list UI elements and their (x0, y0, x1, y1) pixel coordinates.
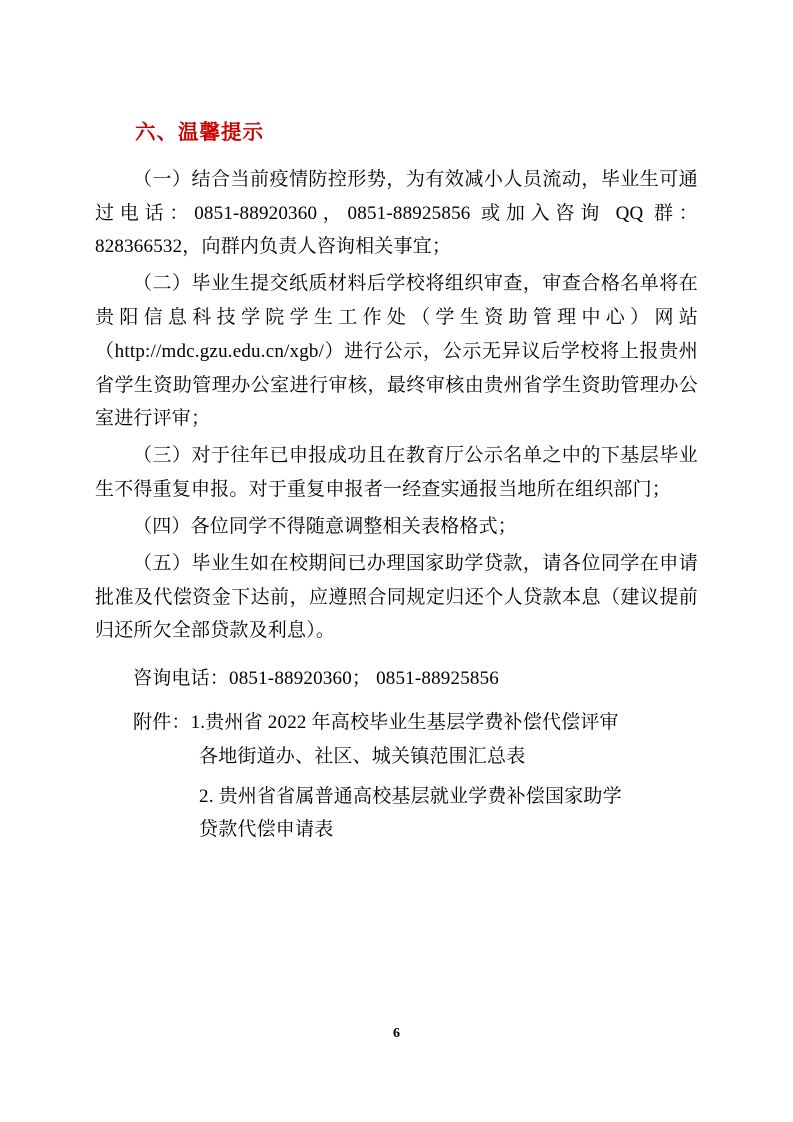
paragraph-4: （四）各位同学不得随意调整相关表格格式； (133, 515, 518, 537)
section-title: 六、温馨提示 (135, 122, 264, 144)
paragraph-2: （二）毕业生提交纸质材料后学校将组织审查，审查合格名单将在贵阳信息科技学院学生工作处（学生资助管理中心）网站（http://mdc.gzu.edu.cn/xgb/）进行公示，公示无异议后学校将上报贵州省学生资助管理办公室进行审核，最终审核由贵州省学生资助管理办公室进行评审； (95, 273, 698, 430)
paragraph-5: （五）毕业生如在校期间已办理国家助学贷款，请各位同学在申请批准及代偿资金下达前，应遵照合同规定归还个人贷款本息（建议提前归还所欠全部贷款及利息）。 (95, 552, 698, 642)
attachment-item-1-line-1 (95, 706, 698, 740)
attachment-item-1-text: 1.贵州省 2022 年高校毕业生基层学费补偿代偿评审 (190, 711, 619, 733)
document-body (95, 118, 698, 847)
contact-phone-line: 咨询电话：0851-88920360； 0851-88925856 (133, 668, 500, 690)
paragraph-3: （三）对于往年已申报成功且在教育厅公示名单之中的下基层毕业生不得重复申报。对于重复申报者一经查实通报当地所在组织部门； (95, 445, 698, 501)
attachment-item-1-line-2: 各地街道办、社区、城关镇范围汇总表 (199, 745, 526, 767)
page-number: 6 (393, 1026, 400, 1041)
attachment-item-2-line-2: 贷款代偿申请表 (199, 819, 334, 841)
attachment-label: 附件： (133, 711, 191, 733)
attachment-item-2-line-1: 2. 贵州省省属普通高校基层就业学费补偿国家助学 (199, 785, 622, 807)
paragraph-1: （一）结合当前疫情防控形势，为有效减小人员流动，毕业生可通过电话：0851-88920360，0851-88925856 或加入咨询 QQ 群：828366532，向群内负责人咨询相关事宜； (95, 168, 698, 258)
